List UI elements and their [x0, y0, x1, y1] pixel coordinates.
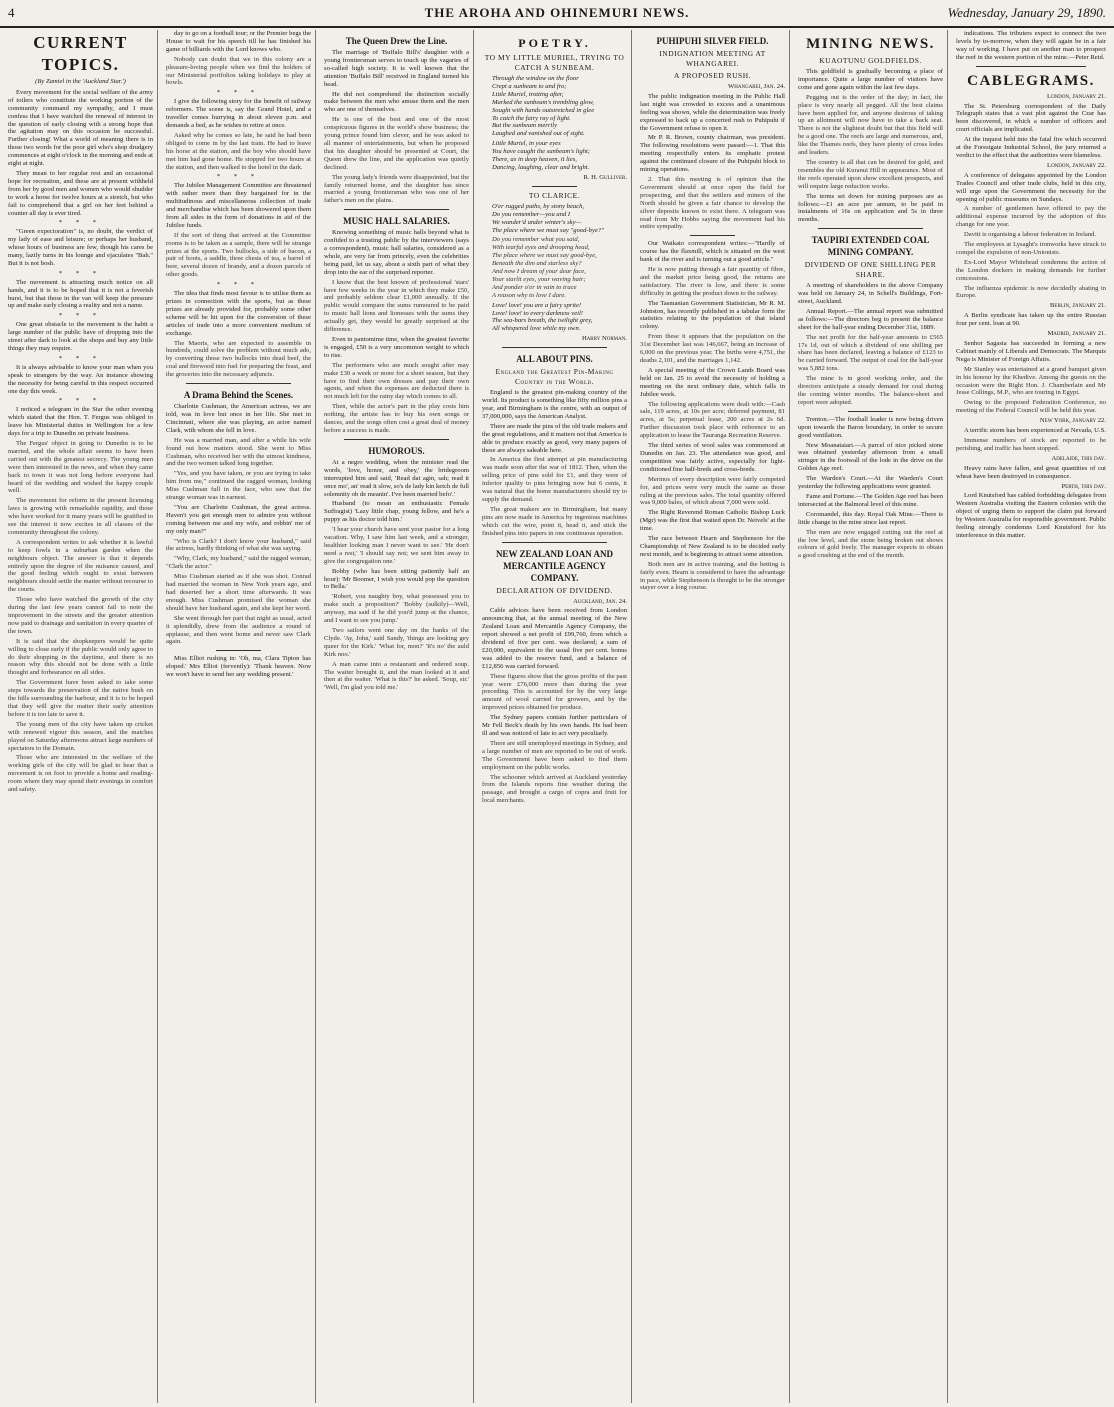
article-paragraph: A terrific storm has been experienced at Nevada, U.S. — [964, 427, 1106, 435]
poem-stanza: Love! love! you are a fairy sprite! Love! love! to every darkness veil! The sea-bars breath, the twilight grey, All whispered love while my own. — [492, 301, 593, 333]
poem-stanza: Little Muriel, in your eyes You have caught the sunbeam's light; There, as in deep heaven, it lies, Dancing, laughing, clear and bright. — [492, 140, 591, 171]
article-paragraph: Lord Knutsford has cabled forbidding delegates from Western Australia visiting the Eastern colonies with the object of urging them to support the claim put forward by Western Australia for responsible government. Public feeling strongly condemns Lord Knutsford for his interference in this matter. — [956, 492, 1106, 539]
body-text-continuation: If the sort of thing that arrived at the Committee rooms is to be taken as a sample, there will be strange prizes at the sports. Two bullocks, a side of bacon, a pair of boots, a saddle, three chests of tea, a barrel of beer, several dozen of brandy, and a dozen parcels of other goods. — [166, 231, 311, 279]
body-text-continuation: He is one of the best and one of the most conspicuous figures in the world's show business; the young prince found him clever, and he was asked to all manner of entertainments, but when he proposed that his daughter should be presented at Court, the Queen drew the line, and the application was quietly declined. The young lady's friends were disappointed, but the family returned home, and the daughter has since married a young frontiersman who was one of her father's men on the plains. — [324, 116, 469, 205]
cablegrams-heading: CABLEGRAMS. — [967, 72, 1095, 89]
article-rule — [690, 235, 735, 236]
article-paragraph: Mr P. R. Brown, county chairman, was president. The following resolutions were passed:—1. That this meeting respectfully enters its emphatic protest against the continued closure of the Puhipuhi block to mining operations. — [640, 134, 785, 174]
body-text-continuation: Merinos of every description were fairly competed for, and prices were very much the same as those ruling at the previous sales. The total quantity offered was 9,000 bales, of which about 7,000 were sold. — [640, 475, 785, 507]
article-paragraph: "Green expectoration" is, no doubt, the verdict of my lady of ease and leisure; or perhaps her husband, whose hours of business are few, though his cares be many, lazily turns in his lounge and ejaculates "Bah." But it is not bosh. — [8, 228, 153, 267]
body-text-continuation: The following applications were dealt with:—Cash sale, 119 acres, at 10s per acre; deferred payment, 81 acres, at 5s; perpetual lease, 200 acres at 2s 6d. Further discussion took place with reference to an application to lease the Tauranga Recreation Reserve. — [640, 400, 785, 440]
tapuiri-subheading: DIVIDEND OF ONE SHILLING PER SHARE. — [804, 260, 937, 280]
pins-heading: ALL ABOUT PINS. — [516, 354, 593, 365]
poem-stanza: Through the window on the floor Crept a sunbeam to and fro; Little Muriel, trotting after, Marked the sunbeam's trembling glow, Sought with hands outstretched in glee To catch the fairy ray of light. But the sunbeam merrily Laughed and vanished out of sight. — [492, 75, 595, 138]
article-paragraph: Cable advices have been received from London announcing that, at the annual meeting of the New Zealand Loan and Mercantile Agency Company, the report showed a net profit of £99,760, from which a dividend of five per cent. was declared; a sum of £20,000, equivalent to the usual five per cent. bonus was added to the reserve fund, and a balance of £12,856 was carried forward. — [482, 607, 627, 670]
body-text-continuation: Both men are in active training, and the betting is fairly even. Hearn is considered to have the advantage in pace, while Stephenson is thought to be the stronger stayer over a long course. — [640, 560, 785, 592]
current-topics-heading: CURRENT TOPICS. — [33, 33, 128, 74]
poem-title: TO MY LITTLE MURIEL, TRYING TO CATCH A SUNBEAM. — [484, 53, 625, 72]
section-divider: * * * — [216, 173, 261, 181]
article-rule — [848, 411, 893, 412]
poem-stanza: O'er rugged paths, by stony beach, Do you remember—you and I We wander'd under winter's sky— The place where we must say "good-bye?" — [492, 202, 604, 234]
body-text-continuation: The men are now engaged cutting out the reef at the low level, and the stone being broken out shows colours of gold freely. The manager expects to obtain a good crushing at the end of the month. — [798, 528, 943, 560]
body-text-continuation: A number of gentlemen have offered to pay the additional expense incurred by the adoption of this change for one year. Davitt is organising a labour federation in Ireland. The employees at Lysaght's ironworks have struck to compel the expulsion of non-Unionists. Ex-Lord Mayor Whitehead condemns the action of the London dockers in making demands for further concessions. The influenza epidemic is now decidedly abating in Europe. — [956, 205, 1106, 300]
article-paragraph: It is always advisable to know your man when you speak to strangers by the way. An instance showing the necessity for being careful in this respect occurred one day this week. — [8, 363, 153, 395]
body-text-continuation: Asked why he comes so late, he said he had been obliged to come in by the last train. He had to leave his horse at the station, and the boy who should have met him had gone home. He stopped for two hours at the station, and then walked to the hotel in the dark. — [166, 131, 311, 171]
article-paragraph: Fame and Fortune.—The Golden Age reef has been intersected at the Balmoral level of this mine. — [798, 492, 943, 508]
body-text-continuation: Nobody can doubt that we in this colony are a pleasure-loving people when we find the holders of our Ministerial portfolios taking holidays to play at bowls. — [166, 55, 311, 87]
body-text-continuation: The Fergus' object in going to Dunedin is to be married, and the whole affair seems to have been carried out with the greatest secrecy. The young men were then interested in the news, and when they came back to town it was not long before everyone had heard of the wedding and wished the happy couple well. The movement for reform in the present licensing laws is growing with remarkable rapidity, and those who have worked for it many years will be gratified to see the interest it now excites in all classes of the community throughout the colony. A correspondent writes to ask whether it is lawful to keep fowls in a suburban garden when the neighbours object. The answer is that it depends entirely upon the degree of the nuisance caused, and the good feeling which ought to exist between neighbours should settle the matter without recourse to the courts. Those who have watched the growth of the city during the last few years cannot fail to note the improvement in the streets and the greater attention now paid to drainage and sanitation in every quarter of the town. It is said that the shopkeepers would be quite willing to close early if the public would only agree to do their shopping in the daytime, and there is no reason why this should not be done with a little thought and forbearance on all sides. The Government have been asked to take some steps towards the preservation of the native bush on the hills surrounding the harbour, and it is to be hoped that they will give the matter their early attention before it is too late to save it. The young men of the city have taken up cricket with renewed vigour this season, and the matches played on Saturday afternoons attract large numbers of spectators to the Domain. Those who are interested in the welfare of the working girls of the city will be glad to hear that a movement is on foot to provide a home and reading-room where they may spend their evenings in comfort and safety. — [8, 439, 153, 794]
section-divider: * * * — [58, 312, 103, 320]
mining-news-heading: MINING NEWS. — [806, 36, 935, 52]
article-paragraph: New Moanataiari.—A parcel of nice picked stone was obtained yesterday afternoon from a small stringer in the footwall of the lode in the drive on the Golden Age reef. — [798, 441, 943, 473]
article-paragraph: At a negro wedding, when the minister read the words, 'love, honor, and obey,' the bridegroom interrupted him and said, 'Read dat agin, sah; read it once mo', an' read it slow, so's de lady kin ketch de full solemnity ob de meanin'. I've been married befo'.' — [324, 458, 469, 498]
column-5 — [636, 30, 790, 1403]
dateline: New York, January 22. — [1039, 417, 1106, 425]
column-4 — [478, 30, 632, 1403]
poetry-heading: POETRY. — [518, 36, 591, 50]
queen-heading: The Queen Drew the Line. — [345, 36, 448, 46]
dateline: Whangarei, Jan. 24. — [728, 83, 785, 90]
article-paragraph: Annual Report.—The annual report was submitted as follows:—The directors beg to present the balance sheet for the half-year ending December 31st, 1889. — [798, 307, 943, 331]
article-rule — [216, 650, 261, 651]
article-paragraph: The Warden's Court.—At the Warden's Court yesterday the following applications were granted. — [798, 475, 943, 491]
article-paragraph: They mean to her regular rest and an occasional hope for recreation, and these are at present withheld from her by good men and women who would shudder to work a horse for twelve hours at a stretch, but who fail to comprehend that a girl on her feet behind a counter all day is ever tired. — [8, 169, 153, 217]
body-text-continuation: The performers who are much sought after may make £30 a week or more for a short season, but they have to find their own dresses and pay their own agents, and when the expenses are deducted there is not much left for the rainy day which comes to all. Then, while the actor's part in the play costs him nothing, the artiste has to buy his own songs or dances, and the songs often cost a great deal of money before a success is made. — [324, 361, 469, 434]
column-3 — [320, 30, 474, 1403]
loan-subheading: DECLARATION OF DIVIDEND. — [496, 585, 613, 595]
article-paragraph: indications. The tributers expect to connect the two levels by to-morrow, when they will again be in a fair way of working. I have put on another man to prospect the reef in the western portion of the mine.—Peter Reid. — [956, 30, 1106, 61]
dateline: Berlin, January 21. — [1050, 302, 1106, 310]
poem-signature: Harry Norman. — [581, 335, 627, 343]
article-paragraph: Coromandel, this day. Royal Oak Mine.—There is little change in the mine since last report. — [798, 510, 943, 526]
section-divider: * * * — [216, 281, 261, 289]
article-paragraph: Every movement for the social welfare of the army of toilers who constitute the working portion of the community command my sympathy, and I must confess that I have watched the renewal of interest in the question of early closing with a strong hope that the agitation may on this occasion be successful. Further closing! What a world of meaning there is in those two words for the poor girl who's shop drudgery commences at eight o'clock in the morning and ends at eight at night. — [8, 88, 153, 168]
puhipuhi-heading: PUHIPUHI SILVER FIELD. — [656, 36, 769, 46]
article-rule — [502, 542, 607, 543]
article-paragraph: I noticed a telegram in the Star the other evening which stated that the Hon. T. Fergus was obliged to leave his Ministerial duties in Wellington for a few days for a trip to Dunedin on private business. — [8, 406, 153, 438]
humorous-heading: HUMOROUS. — [368, 445, 425, 456]
article-paragraph: There are made the pins of the old trade makers and the great regulations, and it matters not that America is able to produce exactly as good, very many papers of these are always saleable here. — [482, 422, 627, 454]
section-divider: * * * — [58, 397, 103, 405]
article-rule — [344, 439, 449, 440]
body-text-continuation: Mr Stanley was entertained at a grand banquet given in his honour by the Khedive. Among the guests on the occasion were the Right Hon. J. Chamberlain and Mr Jesse Collings, M.P., who are touring in Egypt. Owing to the proposed Federation Conference, no meeting of the Federal Council will be held this year. — [956, 365, 1106, 415]
article-paragraph: At the inquest held into the fatal fire which occurred at the Forestgate Industrial School, the jury returned a verdict to the effect that the authorities were blameless. — [956, 136, 1106, 159]
article-paragraph: A meeting of shareholders in the above Company was held on January 24, in Schell's Buildings, Fort-street, Auckland. — [798, 282, 943, 306]
article-paragraph: The St. Petersburg correspondent of the Daily Telegraph states that a vast plot against the Czar has been discovered, in which a number of officers and court officials are implicated. — [956, 102, 1106, 134]
article-paragraph: One great obstacle to the movement is the habit a large number of the public have of dropping into the street after dark to look at the shops and buy any little things they may require. — [8, 321, 153, 352]
drama-heading: A Drama Behind the Scenes. — [183, 390, 294, 401]
article-paragraph: Even in pantomime time, when the greatest favorite is engaged, £50 is a very uncommon weight to which to rise. — [324, 336, 469, 359]
article-rule — [344, 209, 449, 210]
tapuiri-heading: TAUPIRI EXTENDED COAL MINING COMPANY. — [811, 235, 930, 258]
masthead — [0, 0, 1114, 28]
salaries-heading: MUSIC HALL SALARIES. — [343, 216, 450, 227]
article-paragraph: A Berlin syndicate has taken up the entire Russian four per cent. loan at 90. — [956, 312, 1106, 328]
poem-signature: R. H. Gulliver. — [583, 173, 627, 181]
dateline: Perth, this day. — [1061, 482, 1106, 490]
byline: (By Zamiel in the 'Auckland Star.') — [35, 78, 126, 85]
article-rule — [502, 347, 607, 348]
article-paragraph: He did not comprehend the distinction socially make between the men who amuse them and the men who are one of themselves. — [324, 90, 469, 114]
body-text-continuation: These figures show that the gross profits of the past year were £76,000 more than during the year preceding. This is accounted for by the very large amount of wool carried for growers, and by the improved prices obtained for produce. — [482, 672, 627, 712]
article-paragraph: Miss Elliot rushing in: 'Oh, ma, Clara Tipton has eloped.' Mrs Elliot (fervently): 'Thank heaven. Now we won't have to send her any wedding present.' — [166, 655, 311, 679]
article-paragraph: Bobby (who has been sitting patiently half an hour): 'Mr Boomer, I wish you would pop the question to Bella.' — [324, 567, 469, 591]
article-paragraph: England is the greatest pin-making country of the world. Its product is something like fifty million pins a year, and Birmingham is the centre, with an output of 37,000,000, says the American Analyst. — [482, 389, 627, 420]
article-paragraph: A conference of delegates appointed by the London Trades Council and other trade clubs, held in this city, will urge upon the Government the necessity for the opening of public museums on Sundays. — [956, 171, 1106, 203]
body-text-continuation: 'Robert, you naughty boy, what possessed you to make such a proposition?' 'Bobby (sulkily)—Well, anyway, ma said if he did you'd jump at the chance, and I want to see you jump.' Two sailors went one day on the banks of the Clyde. 'Ay, John,' said Sandy, 'things are looking gey queer for the Kirk.' 'What for, mon?' 'It's no' the auld Kirk noo.' A man came into a restaurant and ordered soup. The waiter brought it, and the man looked at it and then at the waiter. 'What is this?' he asked. 'Soup, sir.' 'Well, I'm glad you told me.' — [324, 593, 469, 692]
article-paragraph: The Tasmanian Government Statistician, Mr R. M. Johnston, has recently published in a tabular form the statistics relating to the population of that island colony. — [640, 299, 785, 331]
body-text-continuation: 'I hear your church have sent your pastor for a long vacation. Why, I saw him last week, and a stronger, healthier looking man I never want to see.' 'He don't need a rest,' 'I should say not; we sent him away to give the congregation one.' — [324, 526, 469, 565]
article-paragraph: The Right Reverend Roman Catholic Bishop Luck (Mgr) was the first that waited upon Dr. Neivels' at the time. — [640, 509, 785, 533]
loan-heading: NEW ZEALAND LOAN AND MERCANTILE AGENCY COMPANY. — [495, 548, 614, 583]
column-1 — [4, 30, 158, 1403]
article-paragraph: The race between Hearn and Stephenson for the Championship of New Zealand is to be decided early next month, and is beginning to attract some attention. — [640, 535, 785, 558]
page-number: 4 — [8, 5, 15, 20]
article-paragraph: The terms set down for mining purposes are as follows:—£1 an acre per annum, to be paid in instalments of 16s on application and 5s in three months. — [798, 192, 943, 224]
section-divider: * * * — [58, 269, 103, 277]
article-rule — [976, 66, 1086, 67]
article-paragraph: This goldfield is gradually becoming a place of importance. Quite a large number of visitors have come and gone again within the last few days. — [798, 68, 943, 91]
article-paragraph: Our Waikato correspondent writes:—"Hardly of course has the flaxmill, which is situated on the west bank of the river and is turning out a good article." — [640, 240, 785, 264]
pins-subheading: England the Greatest Pin-Making Country in the World. — [495, 367, 614, 387]
article-paragraph: The third series of wool sales was commenced at Dunedin on Jan. 23. The attendance was good, and competition was fairly active, especially for light-conditioned fine half-breds and cross-breds. — [640, 442, 785, 473]
article-paragraph: Knowing something of music halls beyond what is confided to a trusting public by the interviewers (says a correspondent), music hall salaries, considered as a whole, are very far from princely, even the celebrities being paid, let us say, about a sixth part of what they drop into the ear of the surprised reporter. — [324, 229, 469, 276]
body-text-continuation: Pegging out is the order of the day; in fact, the place is very nearly all pegged. All the best claims have been applied for, and anyone desirous of taking up an allotment will now have to take a back seat. There is not the slightest doubt but that this field will be a good one. The reefs are large and numerous, and, like the Thames reefs, they have plenty of cross lodes and leaders. The country is all that can be desired for gold, and resembles the old Kuranui Hill in appearance. Most of the reefs operated upon show excellent prospects, and will require large reduction works. — [798, 93, 943, 190]
article-paragraph: The public indignation meeting in the Public Hall last night was crowded to excess and a unanimous feeling was shown, while the determination was freely expressed to back up a concerted rush to Puhipuhi if the Government refuse to open it. — [640, 92, 785, 132]
column-7 — [952, 30, 1110, 1403]
article-rule — [818, 228, 923, 229]
column-2 — [162, 30, 316, 1403]
dateline: London, January 21. — [1047, 92, 1106, 100]
dateline: Adelaide, this day. — [1051, 454, 1106, 462]
body-text-continuation: 2. That this meeting is of opinion that the Government should at once open the field for prospecting, and that the settlers and miners of the North should be given a fair chance to develop the silver deposits known to exist there. A telegram was read from Mr Hobbs saying the movement had his entire sympathy. — [640, 175, 785, 231]
poem-title: TO CLARICE. — [528, 190, 581, 200]
body-text-continuation: He was a married man, and after a while his wife found out how matters stood. She went to Miss Cushman, who received her with the utmost kindness, and the two women talked long together. "Yes, and you have taken, or you are trying to take him from me," continued the ragged woman, looking Miss Cushman full in the face, who saw that the strange woman was in earnest. — [166, 436, 311, 502]
body-text-continuation: There are still unemployed meetings in Sydney, and a large number of men are reported to be out of work. The Government have been asked to find them employment on the public works. The schooner which arrived at Auckland yesterday from the Islands reports fine weather during the passage, and brought a cargo of copra and fruit for local merchants. — [482, 739, 627, 805]
article-paragraph: The marriage of 'Buffalo Bill's' daughter with a young frontiersman serves to touch up the vagaries of so-called high society. It is well known that the attention 'Buffalo Bill' received in England turned his head. — [324, 49, 469, 88]
article-paragraph: The Sydney papers contain further particulars of Mr Fell Beck's death by his own hands. He had been ill and was noticed of late to act very peculiarly. — [482, 714, 627, 737]
article-paragraph: A special meeting of the Crown Lands Board was held on Jan. 25 to avoid the necessity of holding a meeting on the next ordinary date, which falls in Jubilee week. — [640, 366, 785, 398]
article-paragraph: "You are Charlotte Cushman, the great actress. Haven't you got enough men to admire you without coming between me and my wife, and robbin' me of my only man?" — [166, 503, 311, 535]
article-paragraph: Husband (to moan an enthusiastic Female Suffragist) 'Lazy little chap, young fellow, and he's a puppy as his doctor told him.' — [324, 500, 469, 524]
article-paragraph: The movement is attracting much notice on all hands, and it is to be hoped that it is not a feverish burst, but that those in the van will keep the pressure up and make early closing a reality and not a name. — [8, 278, 153, 310]
body-text-continuation: The net profit for the half-year amounts to £565 17s 1d, out of which a dividend of one shilling per share has been declared, leaving a balance of £123 to be carried forward. The output of coal for the half-year was 5,882 tons. The mine is in good working order, and the directors anticipate a steady demand for coal during the coming winter months. The balance-sheet and report were adopted. — [798, 333, 943, 406]
article-paragraph: The Jubilee Management Committee are threatened with rather more than they bargained for in the multitudinous and miscellaneous collection of trade and merchandise which has been showered upon them from all sides in the form of donations in aid of the Jubilee funds. — [166, 182, 311, 229]
body-text-continuation: The Maoris, who are expected to assemble in hundreds, could solve the problem without much ado, by converting those two bullocks into dead beef, the coal and firewood into fuel for preparing the feast, and the groceries into the necessary adjuncts. — [166, 339, 311, 379]
article-paragraph: The idea that finds most favour is to utilise them as prizes in connection with the sports, but as these prizes are already provided for, probably some other scheme will be hit upon for the conversion of these articles of trade into a more convenient medium of exchange. — [166, 290, 311, 337]
issue-date: Wednesday, January 29, 1890. — [947, 5, 1106, 20]
body-text-continuation: I know that the best known of professional 'stars' have few weeks in the year in which they make £50, and probably seldom clear £1,000 annually. If the public would compare the sums rumoured to be paid to music hall lions and lionesses with the sums they actually get, they would be greatly surprised at the difference. — [324, 278, 469, 334]
article-rule — [532, 186, 577, 187]
article-rule — [186, 383, 291, 384]
article-paragraph: Trenton.—The football leader is now being driven upon towards the Baron boundary, in order to secure good ventilation. — [798, 415, 943, 439]
body-text-continuation: From these it appears that the population on the 31st December last was 146,667, being an increase of 6,000 on the previous year. The births were 4,751, the deaths 2,101, and the marriages 1,142. — [640, 333, 785, 364]
body-text-continuation: Immense numbers of stock are reported to be perishing, and traffic has been stopped. — [956, 436, 1106, 452]
article-paragraph: Senhor Sagasta has succeeded in forming a new Cabinet mainly of Liberals and Democrats. The Marquis Nega is Minister of Foreign Affairs. — [956, 340, 1106, 363]
section-divider: * * * — [58, 354, 103, 362]
body-text-continuation: In America the first attempt at pin manufacturing was made soon after the war of 1812. Then, when the selling price of pins sold for £1, and they were of inferior quality to pins bringing now but 6 cents, it was natural that the home manufacturers should try to supply the demand. The great makers are in Birmingham, but many pins are now made in America by ingenious machines which cut the wire, point it, head it, and stick the finished pins into papers in one continuous operation. — [482, 456, 627, 537]
puhipuhi-subheading-2: A PROPOSED RUSH. — [674, 71, 751, 80]
article-paragraph: day to go on a football tour; or the Premier begs the House to wait for his speech till he has finished his game of billiards with the Lord knows who. — [166, 30, 311, 53]
kuaotunu-subheading: KUAOTUNU GOLDFIELDS. — [819, 56, 922, 65]
article-paragraph: I give the following story for the benefit of railway reformers. The scene is, say the Grand Hotel, and a traveller comes hurrying in about eleven p.m. and demands a bed, as he wishes to retire at once. — [166, 98, 311, 129]
article-paragraph: Heavy rains have fallen, and great quantities of cut wheat have been destroyed in consequence. — [956, 464, 1106, 480]
poem-stanza: Do you remember what you said, With tearful eyes and drooping head, The place where we must say good-bye, Beneath the dim and starless sky? And now I dream of your dear face, Your starlit eyes, your waving hair; And ponder o'er in vain to trace A reason why to love I dare. — [492, 236, 597, 299]
page-columns — [4, 30, 1110, 1403]
section-divider: * * * — [216, 89, 261, 97]
article-paragraph: Charlotte Cushman, the American actress, we are told, was in love but once in her life. She met in Cincinnati, where she was playing, an actor named Clark, with whom she fell in love. — [166, 403, 311, 434]
column-6 — [794, 30, 948, 1403]
dateline: Auckland, Jan. 24. — [573, 597, 627, 605]
body-text-continuation: "Who is Clark? I don't know your husband," said the actress, hardly thinking of what she was saying. "Why, Clark, my husband," said the ragged woman, "Clark the actor." Miss Cushman started as if she was shot. Conrad had married the woman in New York years ago, and had deserted her a short time afterwards. It was enough. Miss Cushman promised the woman she should have her husband again, and she kept her word. She went through her part that night as usual, acted it splendidly, drew from the audience a round of applause, and then went home and never saw Clark again. — [166, 537, 311, 646]
paper-name: THE AROHA AND OHINEMURI NEWS. — [424, 5, 690, 20]
dateline: Madrid, January 21. — [1047, 330, 1106, 338]
section-divider: * * * — [58, 219, 103, 227]
dateline: London, January 22. — [1047, 161, 1106, 169]
body-text-continuation: He is now putting through a fair quantity of fibre, and the market price being good, the returns are satisfactory. The river is low, and there is some difficulty in getting the product down to the railway. — [640, 266, 785, 297]
puhipuhi-subheading: INDIGNATION MEETING AT WHANGAREI. — [659, 49, 766, 68]
